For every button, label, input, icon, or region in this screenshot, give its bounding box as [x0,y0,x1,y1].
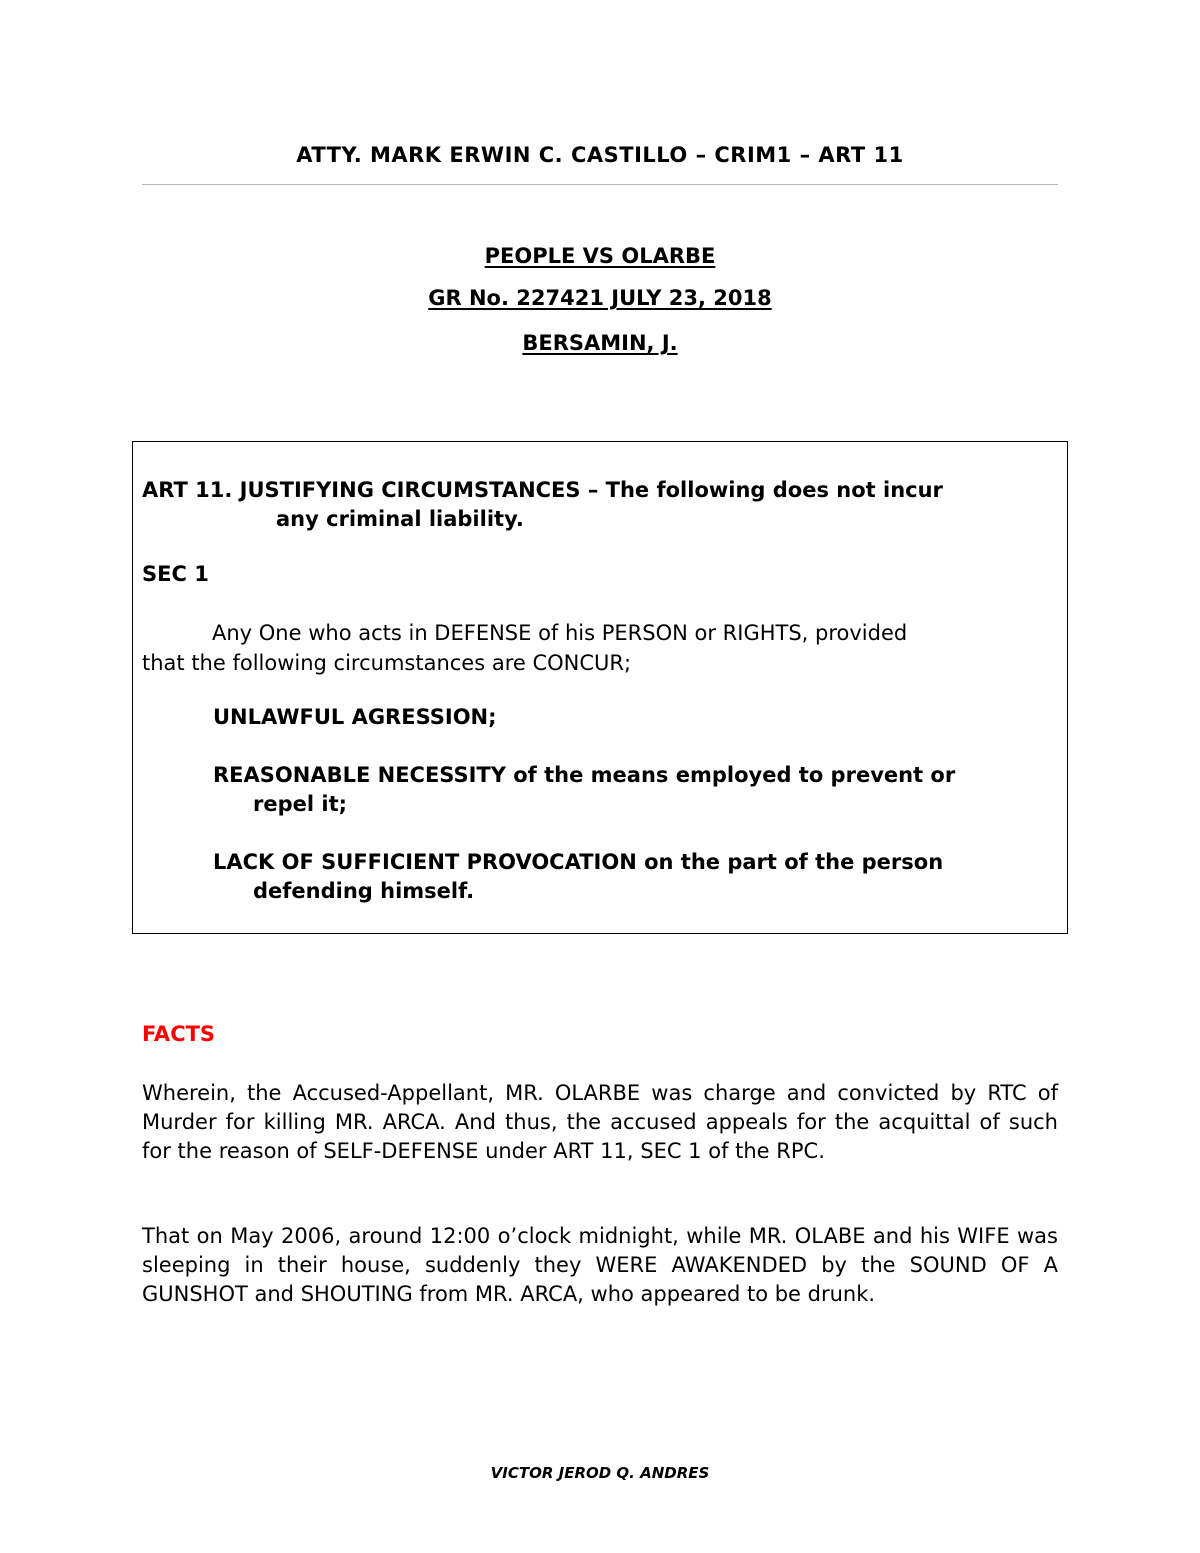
requisite-item [213,703,1063,732]
section-label: SEC 1 [142,562,209,586]
facts-paragraph: That on May 2006, around 12:00 o’clock midnight, while MR. OLABE and his WIFE was sleeping in their house, suddenly they WERE AWAKENDED by the SOUND OF A GUNSHOT and SHOUTING from MR. ARCA, who appeared to be drunk. [142,1224,1058,1306]
case-gr-number: GR No. 227421 JULY 23, 2018 [428,286,772,310]
section-text-line1: Any One who acts in DEFENSE of his PERSON or RIGHTS, provided [212,621,908,645]
requisite-line1: LACK OF SUFFICIENT PROVOCATION on the part of the person [213,850,944,874]
header-divider [142,184,1058,185]
page-header-title: ATTY. MARK ERWIN C. CASTILLO – CRIM1 – ART 11 [296,143,904,167]
article-heading-line1: ART 11. JUSTIFYING CIRCUMSTANCES – The following does not incur [142,478,943,502]
article-heading-line2: any criminal liability. [276,507,524,531]
facts-heading: FACTS [142,1022,216,1046]
requisite-line2: repel it; [253,792,348,816]
requisite-item [213,761,1063,819]
requisite-line1: REASONABLE NECESSITY of the means employed to prevent or [213,763,956,787]
case-name: PEOPLE VS OLARBE [484,244,716,268]
requisite-line2: defending himself. [253,879,475,903]
section-text [142,618,1042,678]
page-footer-author: VICTOR JEROD Q. ANDRES [490,1464,710,1482]
requisite-line1: UNLAWFUL AGRESSION; [213,705,497,729]
section-text-line2: that the following circumstances are CONCUR; [142,651,632,675]
case-ponente: BERSAMIN, J. [522,331,678,355]
facts-paragraph: Wherein, the Accused-Appellant, MR. OLARBE was charge and convicted by RTC of Murder for killing MR. ARCA. And thus, the accused appeals for the acquittal of such for the reason of SELF-DEFENSE under ART 11, SEC 1 of the RPC. [142,1081,1058,1163]
requisite-item [213,848,1063,906]
article-heading [142,476,1062,534]
